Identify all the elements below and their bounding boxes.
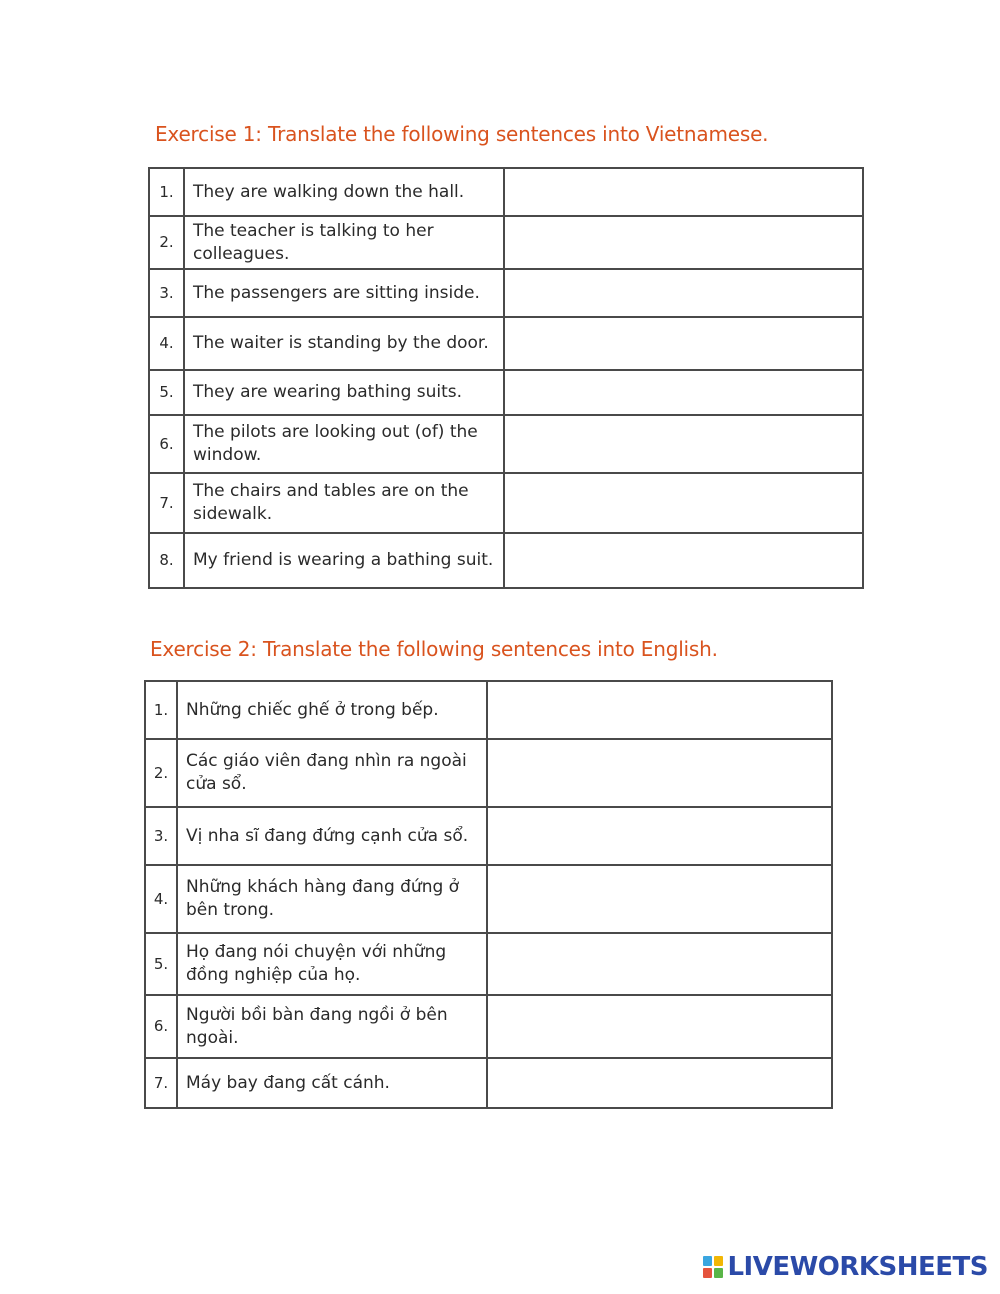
sentence-text: They are wearing bathing suits. <box>184 370 504 415</box>
logo-square <box>703 1268 712 1278</box>
row-number: 4. <box>145 865 177 933</box>
logo-square <box>714 1256 723 1266</box>
table-row <box>149 216 863 269</box>
table-row <box>149 473 863 533</box>
table-row <box>149 269 863 317</box>
exercise-2-table <box>144 680 833 1109</box>
sentence-text: Họ đang nói chuyện với những đồng nghiệp của họ. <box>177 933 487 995</box>
sentence-text: They are walking down the hall. <box>184 168 504 216</box>
answer-box[interactable] <box>487 1058 832 1108</box>
table-row <box>149 168 863 216</box>
exercise-2-title: Exercise 2: Translate the following sentences into English. <box>150 637 718 661</box>
row-number: 5. <box>145 933 177 995</box>
table-row <box>149 533 863 588</box>
answer-box[interactable] <box>487 865 832 933</box>
sentence-text: Vị nha sĩ đang đứng cạnh cửa sổ. <box>177 807 487 865</box>
row-number: 7. <box>145 1058 177 1108</box>
sentence-text: The chairs and tables are on the sidewalk. <box>184 473 504 533</box>
answer-box[interactable] <box>504 269 863 317</box>
row-number: 3. <box>145 807 177 865</box>
table-row <box>145 681 832 739</box>
row-number: 7. <box>149 473 184 533</box>
answer-box[interactable] <box>504 317 863 370</box>
answer-box[interactable] <box>487 933 832 995</box>
sentence-text: Máy bay đang cất cánh. <box>177 1058 487 1108</box>
row-number: 2. <box>149 216 184 269</box>
row-number: 6. <box>145 995 177 1058</box>
table-row <box>145 807 832 865</box>
sentence-text: The teacher is talking to her colleagues. <box>184 216 504 269</box>
table-row <box>145 1058 832 1108</box>
answer-box[interactable] <box>504 216 863 269</box>
table-row <box>145 933 832 995</box>
answer-box[interactable] <box>487 681 832 739</box>
sentence-text: Những khách hàng đang đứng ở bên trong. <box>177 865 487 933</box>
row-number: 2. <box>145 739 177 807</box>
liveworksheets-logo-icon <box>703 1256 723 1278</box>
answer-box[interactable] <box>504 168 863 216</box>
sentence-text: The passengers are sitting inside. <box>184 269 504 317</box>
sentence-text: My friend is wearing a bathing suit. <box>184 533 504 588</box>
table-row <box>149 317 863 370</box>
answer-box[interactable] <box>504 415 863 473</box>
logo-square <box>703 1256 712 1266</box>
table-row <box>145 739 832 807</box>
table-row <box>145 995 832 1058</box>
row-number: 5. <box>149 370 184 415</box>
table-row <box>149 415 863 473</box>
table-row <box>149 370 863 415</box>
exercise-1-title: Exercise 1: Translate the following sentences into Vietnamese. <box>155 122 769 146</box>
answer-box[interactable] <box>487 995 832 1058</box>
sentence-text: Những chiếc ghế ở trong bếp. <box>177 681 487 739</box>
row-number: 1. <box>145 681 177 739</box>
answer-box[interactable] <box>487 739 832 807</box>
sentence-text: The waiter is standing by the door. <box>184 317 504 370</box>
sentence-text: The pilots are looking out (of) the window. <box>184 415 504 473</box>
answer-box[interactable] <box>487 807 832 865</box>
answer-box[interactable] <box>504 533 863 588</box>
answer-box[interactable] <box>504 370 863 415</box>
exercise-1-table <box>148 167 864 589</box>
row-number: 1. <box>149 168 184 216</box>
sentence-text: Các giáo viên đang nhìn ra ngoài cửa sổ. <box>177 739 487 807</box>
row-number: 3. <box>149 269 184 317</box>
sentence-text: Người bồi bàn đang ngồi ở bên ngoài. <box>177 995 487 1058</box>
row-number: 6. <box>149 415 184 473</box>
answer-box[interactable] <box>504 473 863 533</box>
row-number: 8. <box>149 533 184 588</box>
brand-text: LIVEWORKSHEETS <box>727 1252 988 1282</box>
logo-square <box>714 1268 723 1278</box>
liveworksheets-brand[interactable] <box>703 1252 988 1282</box>
row-number: 4. <box>149 317 184 370</box>
table-row <box>145 865 832 933</box>
